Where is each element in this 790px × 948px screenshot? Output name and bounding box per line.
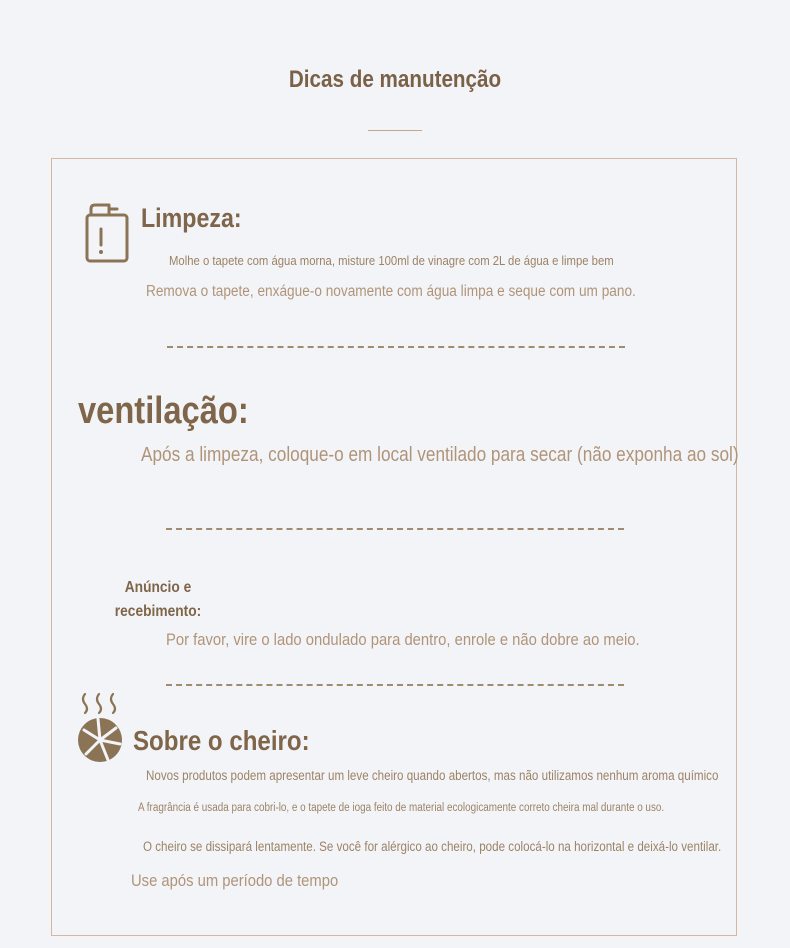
dashed-divider	[166, 684, 624, 686]
limpeza-line-2: Remova o tapete, enxágue-o novamente com água limpa e seque com um pano.	[146, 283, 636, 300]
cleaning-bottle-icon	[81, 201, 133, 265]
dashed-divider	[166, 528, 624, 530]
anuncio-heading-line-1: Anúncio e	[124, 579, 192, 596]
cheiro-line-1: Novos produtos podem apresentar um leve cheiro quando abertos, mas não utilizamos nenhum aroma químico	[146, 768, 719, 783]
anuncio-line-1: Por favor, vire o lado ondulado para dentro, enrole e não dobre ao meio.	[166, 630, 640, 649]
cheiro-heading: Sobre o cheiro:	[133, 725, 310, 756]
limpeza-line-1: Molhe o tapete com água morna, misture 100ml de vinagre com 2L de água e limpe bem	[169, 253, 614, 268]
title-underline	[368, 130, 422, 131]
cheiro-line-4: Use após um período de tempo	[131, 871, 339, 890]
ventilacao-line-1: Após a limpeza, coloque-o em local ventilado para secar (não exponha ao sol)	[141, 444, 739, 466]
ventilacao-heading: ventilação:	[78, 390, 249, 432]
content-frame	[51, 158, 737, 936]
cheiro-line-2: A fragrância é usada para cobri-lo, e o tapete de ioga feito de material ecologicamente correto cheira mal durante o uso.	[138, 802, 665, 814]
anuncio-heading	[106, 576, 209, 624]
dashed-divider	[167, 346, 625, 348]
limpeza-heading: Limpeza:	[141, 203, 242, 233]
page-title: Dicas de manutenção	[288, 66, 502, 93]
cheiro-line-3: O cheiro se dissipará lentamente. Se você for alérgico ao cheiro, pode colocá-lo na horizontal e deixá-lo ventilar.	[143, 839, 722, 854]
steaming-ball-icon	[76, 692, 126, 764]
anuncio-heading-line-2: recebimento:	[114, 603, 202, 620]
